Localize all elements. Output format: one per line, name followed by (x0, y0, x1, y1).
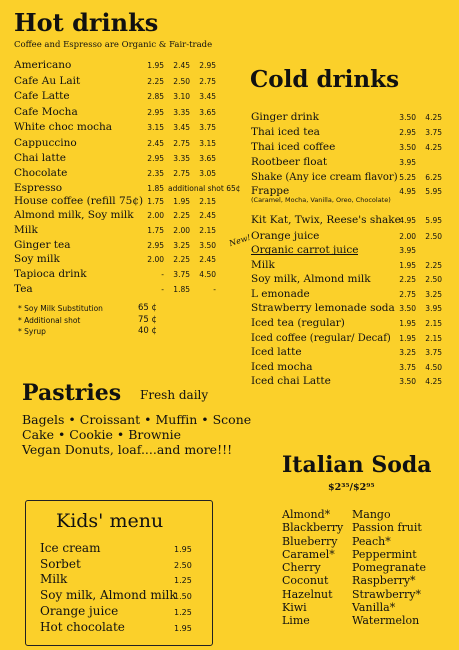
kids-item-name: Soy milk, Almond milk (40, 588, 177, 602)
extra-price: 40 ¢ (138, 326, 157, 336)
italian-soda-flavors-col1 (282, 508, 343, 628)
hot-drink-name: Cafe Mocha (14, 106, 78, 118)
hot-drink-price: 2.95 (147, 108, 164, 117)
cold-drink-name: L emonade (251, 288, 310, 300)
cold-drink-row (251, 273, 447, 287)
hot-drink-name: Chocolate (14, 167, 68, 179)
kids-menu-row (40, 541, 195, 556)
hot-drink-price: 3.50 (199, 241, 216, 250)
hot-drink-row (14, 121, 214, 135)
hot-drink-price: 2.00 (173, 226, 190, 235)
hot-drink-price: 2.45 (173, 61, 190, 70)
hot-drink-price: - (161, 270, 164, 279)
hot-drink-row (14, 90, 214, 104)
extra-price: 65 ¢ (138, 303, 157, 313)
soda-flavor: Blackberry (282, 521, 344, 535)
hot-drink-row (14, 224, 214, 238)
soda-flavor: Peppermint (352, 547, 417, 561)
hot-drink-price: 3.15 (199, 139, 216, 148)
italian-soda-prices: $2³⁵/$2⁹⁵ (328, 482, 375, 493)
hot-drink-row (14, 239, 214, 253)
hot-drink-price: 2.45 (199, 255, 216, 264)
cold-drink-price: 2.75 (399, 290, 416, 299)
cold-drink-price: 4.25 (425, 377, 442, 386)
cold-drink-price: 2.15 (425, 334, 442, 343)
cold-drink-price: 4.25 (425, 113, 442, 122)
soda-flavor: Coconut (282, 574, 329, 588)
cold-drink-name: Strawberry lemonade soda (251, 302, 395, 314)
hot-drink-row (14, 167, 214, 181)
cold-drink-price: 3.50 (399, 143, 416, 152)
hot-drink-price: 3.25 (173, 241, 190, 250)
soda-flavor: Hazelnut (282, 587, 333, 601)
hot-drink-price: 2.95 (199, 61, 216, 70)
cold-drink-row (251, 332, 447, 346)
hot-drink-row (14, 268, 214, 282)
hot-drink-price: 2.25 (173, 255, 190, 264)
kids-item-price: 1.95 (174, 624, 192, 633)
cold-drink-row (251, 317, 447, 331)
hot-drink-row (14, 182, 241, 196)
soda-flavor: Vanilla* (352, 601, 396, 615)
cold-drink-name: Iced latte (251, 346, 302, 358)
cold-drink-price: 1.95 (399, 261, 416, 270)
kids-menu-title: Kids' menu (56, 510, 164, 532)
cold-drink-price: 2.50 (425, 232, 442, 241)
hot-drink-name: Tapioca drink (14, 268, 87, 280)
hot-drink-price: 3.15 (147, 123, 164, 132)
hot-drink-price: 1.75 (147, 197, 164, 206)
italian-soda-title: Italian Soda (282, 452, 432, 478)
cold-drink-row (251, 259, 447, 273)
kids-menu-row (40, 572, 195, 587)
pastries-line: Cake • Cookie • Brownie (22, 427, 182, 442)
hot-extra-row (18, 325, 178, 337)
hot-drink-row (14, 152, 214, 166)
cold-drink-price: 3.75 (399, 363, 416, 372)
hot-drink-price: 2.85 (147, 92, 164, 101)
soda-flavor: Kiwi (282, 601, 307, 615)
hot-drink-name: House coffee (refill 75¢) (14, 195, 144, 207)
hot-drink-price: 2.95 (147, 241, 164, 250)
hot-drink-price: 1.95 (173, 197, 190, 206)
cold-drink-name: Iced chai Latte (251, 375, 331, 387)
hot-drink-name: Chai latte (14, 152, 67, 164)
cold-drink-price: 3.95 (425, 304, 442, 313)
soda-flavor: Lime (282, 614, 310, 628)
cold-drink-row (251, 111, 447, 125)
hot-drink-price: 1.95 (147, 61, 164, 70)
hot-drink-price: 2.75 (173, 169, 190, 178)
extra-price: 75 ¢ (138, 315, 157, 325)
hot-drink-name: Soy milk (14, 253, 60, 265)
cold-drink-price: 1.95 (399, 334, 416, 343)
hot-drink-price: 2.25 (147, 77, 164, 86)
cold-drink-price: 2.95 (399, 128, 416, 137)
extra-name: * Syrup (18, 327, 46, 336)
hot-drink-extra: additional shot 65¢ (168, 184, 241, 193)
hot-drink-price: 2.50 (173, 77, 190, 86)
cold-drink-name: Kit Kat, Twix, Reese's shake (251, 214, 401, 226)
soda-flavor: Mango (352, 508, 391, 521)
hot-drink-price: 3.75 (173, 270, 190, 279)
cold-drink-name: Orange juice (251, 230, 320, 242)
hot-drink-name: Cafe Au Lait (14, 75, 81, 87)
kids-item-name: Ice cream (40, 541, 101, 555)
kids-menu-row (40, 557, 195, 572)
hot-drink-price: 2.25 (173, 211, 190, 220)
cold-drink-name: Organic carrot juice (251, 244, 359, 256)
hot-drink-row (14, 106, 214, 120)
hot-drink-price: 2.45 (199, 211, 216, 220)
hot-drink-price: 2.15 (199, 226, 216, 235)
cold-drink-row (251, 126, 447, 140)
pastries-line: Vegan Donuts, loaf....and more!!! (22, 442, 233, 457)
hot-drink-name: Ginger tea (14, 239, 71, 251)
cold-drink-price: 4.95 (399, 187, 416, 196)
hot-drink-price: 2.00 (147, 211, 164, 220)
hot-drink-row (14, 59, 214, 73)
hot-drink-price: 3.65 (199, 108, 216, 117)
cold-drink-price: 3.50 (399, 377, 416, 386)
hot-drink-price: 3.75 (199, 123, 216, 132)
hot-drink-price: 2.75 (173, 139, 190, 148)
kids-menu-row (40, 588, 195, 603)
hot-drink-name: Cafe Latte (14, 90, 70, 102)
cold-drink-row (251, 230, 447, 244)
hot-drink-price: 2.95 (147, 154, 164, 163)
soda-flavor: Blueberry (282, 534, 338, 548)
cold-drink-row (251, 346, 447, 360)
kids-item-name: Orange juice (40, 604, 119, 618)
cold-drink-name: Rootbeer float (251, 156, 328, 168)
cold-drink-row (251, 375, 447, 389)
cold-drink-name: Iced coffee (regular/ Decaf) (251, 333, 391, 344)
hot-drink-price: 3.45 (199, 92, 216, 101)
extra-name: * Additional shot (18, 316, 81, 325)
cold-drink-price: 2.15 (425, 319, 442, 328)
cold-drink-name: Shake (Any ice cream flavor) (251, 172, 398, 183)
hot-drink-row (14, 209, 214, 223)
cold-drink-price: 2.00 (399, 232, 416, 241)
hot-drink-price: 2.00 (147, 255, 164, 264)
cold-drink-price: 3.25 (425, 290, 442, 299)
cold-drink-name: Soy milk, Almond milk (251, 273, 371, 285)
cold-drink-name: Ginger drink (251, 111, 320, 123)
cold-drink-price: 5.95 (425, 216, 442, 225)
soda-flavor: Peach* (352, 534, 391, 548)
cold-drink-row (251, 171, 447, 185)
cold-drink-name: Milk (251, 259, 275, 271)
cold-drink-price: 1.95 (399, 319, 416, 328)
cold-drink-price: 3.75 (425, 348, 442, 357)
soda-flavor: Caramel* (282, 547, 335, 561)
cold-drink-price: 3.25 (399, 348, 416, 357)
cold-drink-name: Thai iced tea (251, 126, 320, 138)
hot-drink-price: 3.10 (173, 92, 190, 101)
hot-drink-row (14, 253, 214, 267)
hot-drink-name: Cappuccino (14, 137, 77, 149)
hot-drinks-title: Hot drinks (14, 8, 159, 37)
kids-item-name: Hot chocolate (40, 620, 125, 634)
hot-drink-price: - (213, 285, 216, 294)
pastries-tagline: Fresh daily (140, 388, 209, 402)
hot-drink-price: 3.65 (199, 154, 216, 163)
cold-drinks-title: Cold drinks (250, 66, 400, 93)
italian-soda-flavors-col2 (352, 508, 426, 628)
kids-item-name: Sorbet (40, 557, 81, 571)
kids-menu-row (40, 604, 195, 619)
cold-drink-price: 2.25 (425, 261, 442, 270)
cold-drink-price: 5.95 (425, 187, 442, 196)
hot-drink-price: 2.35 (147, 169, 164, 178)
kids-item-price: 1.25 (174, 576, 192, 585)
hot-drink-row (14, 137, 214, 151)
hot-drink-price: 3.45 (173, 123, 190, 132)
hot-drink-row (14, 283, 214, 297)
cold-drink-price: 3.95 (399, 158, 416, 167)
pastries-title: Pastries (22, 380, 122, 406)
cold-drink-name: Frappe (251, 185, 290, 197)
hot-drink-price: - (161, 285, 164, 294)
cold-drink-price: 4.95 (399, 216, 416, 225)
cold-drink-price: 3.50 (399, 304, 416, 313)
cold-drink-price: 4.50 (425, 363, 442, 372)
hot-drink-price: 3.05 (199, 169, 216, 178)
hot-drink-price: 2.45 (147, 139, 164, 148)
cold-drink-row (251, 214, 447, 228)
hot-drink-name: Milk (14, 224, 38, 236)
frappe-flavors-note: (Caramel, Mocha, Vanilla, Oreo, Chocolate) (251, 196, 391, 204)
hot-drink-price: 3.35 (173, 108, 190, 117)
hot-drink-price: 2.15 (199, 197, 216, 206)
cold-drink-price: 3.95 (399, 246, 416, 255)
cold-drink-row (251, 141, 447, 155)
hot-drink-price: 1.85 (147, 184, 164, 193)
hot-drink-price: 3.35 (173, 154, 190, 163)
cold-drink-price: 6.25 (425, 173, 442, 182)
hot-drink-price: 1.85 (173, 285, 190, 294)
cold-drink-row (251, 156, 447, 170)
pastries-line: Bagels • Croissant • Muffin • Scone (22, 412, 252, 427)
cold-drink-price: 2.50 (425, 275, 442, 284)
cold-drink-price: 5.25 (399, 173, 416, 182)
cold-drink-row (251, 244, 447, 258)
hot-drink-name: White choc mocha (14, 121, 113, 133)
cold-drink-name: Iced tea (regular) (251, 317, 345, 329)
cold-drink-price: 3.75 (425, 128, 442, 137)
hot-drinks-subtitle: Coffee and Espresso are Organic & Fair-trade (14, 40, 213, 50)
cold-drink-row (251, 302, 447, 316)
kids-item-name: Milk (40, 572, 68, 586)
cold-drink-name: Thai iced coffee (251, 141, 336, 153)
new-badge: New! (228, 232, 252, 249)
hot-drink-price: 2.75 (199, 77, 216, 86)
hot-drink-name: Espresso (14, 182, 63, 194)
hot-extra-row (18, 302, 178, 314)
carrot-juice-underline (251, 254, 358, 255)
hot-drink-price: 4.50 (199, 270, 216, 279)
cold-drink-row (251, 361, 447, 375)
soda-flavor: Almond* (282, 508, 331, 521)
soda-flavor: Cherry (282, 561, 321, 575)
kids-item-price: 1.50 (174, 592, 192, 601)
hot-drink-row (14, 75, 214, 89)
extra-name: * Soy Milk Substitution (18, 304, 103, 313)
hot-drink-price: 1.75 (147, 226, 164, 235)
pastries-list (22, 412, 251, 457)
hot-drink-row (14, 195, 214, 209)
cold-drink-name: Iced mocha (251, 361, 313, 373)
soda-flavor: Strawberry* (352, 587, 421, 601)
hot-drink-name: Americano (14, 59, 72, 71)
kids-item-price: 2.50 (174, 561, 192, 570)
kids-item-price: 1.25 (174, 608, 192, 617)
cold-drink-price: 4.25 (425, 143, 442, 152)
cold-drink-price: 2.25 (399, 275, 416, 284)
hot-drink-name: Almond milk, Soy milk (14, 209, 134, 221)
cold-drink-price: 3.50 (399, 113, 416, 122)
soda-flavor: Raspberry* (352, 574, 416, 588)
soda-flavor: Passion fruit (352, 521, 422, 535)
kids-menu-row (40, 620, 195, 635)
hot-drink-name: Tea (14, 283, 33, 295)
soda-flavor: Watermelon (352, 614, 420, 628)
soda-flavor: Pomegranate (352, 561, 426, 575)
kids-item-price: 1.95 (174, 545, 192, 554)
cold-drink-row (251, 288, 447, 302)
